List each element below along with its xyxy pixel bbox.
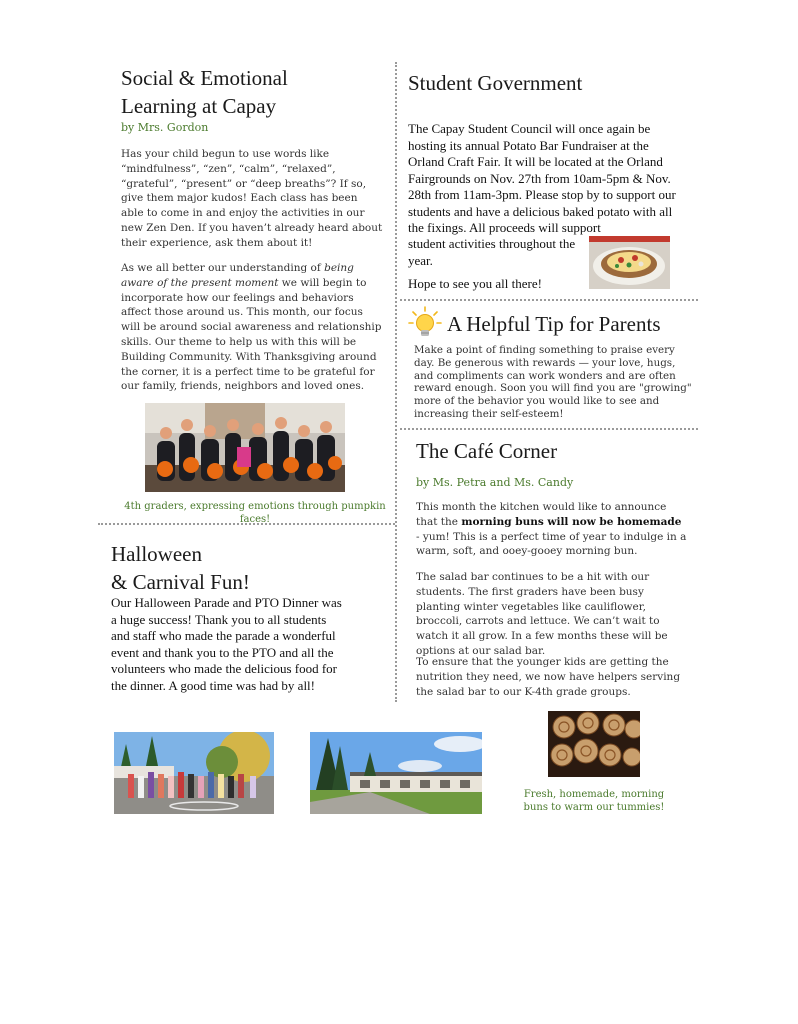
morning-buns-caption: Fresh, homemade, morning buns to warm our tummies! — [523, 789, 665, 813]
pumpkin-faces-photo — [145, 403, 345, 492]
cafe-byline: by Ms. Petra and Ms. Candy — [416, 476, 574, 489]
student-gov-paragraph-1: The Capay Student Council will once again be hosting its annual Potato Bar Fundraiser at the Orland Craft Fair. It will be located at the Orland Fairgrounds on Nov. 27th from 10am-5pm & Nov. 28th from 11am-3pm. Please stop by to support our students and have a delicious baked potato with all the fixings. All proceeds will support — [408, 121, 676, 235]
sel-title — [121, 64, 381, 120]
sel-paragraph-2-post: we will begin to incorporate how our feelings and behaviors affect those around us. This month, our focus will be around social awareness and relationship skills. Our theme to help us with this will be Building Community. With Thanksgiving around the corner, it is a perfect time to be grateful for our family, friends, neighbors and loved ones. — [121, 276, 382, 393]
sel-paragraph-2-pre: As we all better our understanding of — [121, 262, 325, 274]
cafe-paragraph-2: The salad bar continues to be a hit with our students. The first graders have been busy planting winter vegetables like cauliflower, broccoli, carrots and lettuce. We can’t wait to watch it all grow. In a few months these will be options at our salad bar. — [416, 571, 668, 657]
sel-title-line2: Learning at Capay — [121, 94, 277, 118]
cafe-paragraph-1-pre: This month the kitchen would like to announce that the — [416, 501, 667, 528]
morning-buns-photo — [548, 711, 640, 777]
sel-byline: by Mrs. Gordon — [121, 121, 209, 134]
sel-title-line1: Social & Emotional — [121, 66, 288, 90]
halloween-title-line2: & Carnival Fun! — [111, 570, 250, 594]
halloween-title-line1: Halloween — [111, 542, 202, 566]
cafe-title: The Café Corner — [416, 439, 558, 463]
student-gov-paragraph-2: Hope to see you all there! — [408, 276, 542, 291]
cafe-paragraph-1-post: - yum! This is a perfect time of year to indulge in a warm, soft, and ooey-gooey morning bun. — [416, 530, 687, 558]
column-divider — [395, 62, 397, 702]
tip-title: A Helpful Tip for Parents — [447, 312, 661, 336]
halloween-title — [111, 540, 371, 596]
sel-paragraph-1: Has your child begun to use words like “mindfulness”, “zen”, “calm”, “relaxed”, “grateful”, “present” or “deep breaths”? If so, give them major kudos! Each class has been able to come in and enjoy the activities in our new Zen Den. If you haven’t already heard about their experience, ask them about it! — [121, 148, 383, 249]
sel-paragraph-2-em: being aware of the present moment — [121, 262, 354, 289]
school-building-photo — [310, 732, 482, 814]
baked-potato-photo — [589, 236, 670, 289]
student-gov-paragraph-1-tail: student activities throughout the year. — [408, 236, 576, 268]
halloween-paragraph: Our Halloween Parade and PTO Dinner was a huge success! Thank you to all students and staff who made the parade a wonderful event and thank you to the PTO and all the volunteers who made the delicious food for the dinner. A good time was had by all! — [111, 595, 342, 693]
cafe-paragraph-1 — [416, 500, 688, 559]
cafe-top-divider — [400, 428, 698, 430]
student-gov-title: Student Government — [408, 71, 583, 95]
tip-top-divider — [400, 299, 698, 301]
tip-paragraph: Make a point of finding something to praise every day. Be generous with rewards — your love, hugs, and compliments can work wonders and are often reward enough. Soon you will find you are "growing" more of the behavior you would like to see and increasing their self-esteem! — [414, 344, 692, 420]
cafe-paragraph-3: To ensure that the younger kids are getting the nutrition they need, we now have helpers serving the salad bar to our K-4th grade groups. — [416, 656, 681, 698]
halloween-parade-photo — [114, 732, 274, 814]
sel-paragraph-2 — [121, 261, 385, 394]
cafe-paragraph-1-bold: morning buns will now be homemade — [461, 515, 682, 528]
pumpkin-photo-caption: 4th graders, expressing emotions through pumpkin faces! — [124, 501, 386, 525]
lightbulb-icon — [408, 306, 442, 340]
